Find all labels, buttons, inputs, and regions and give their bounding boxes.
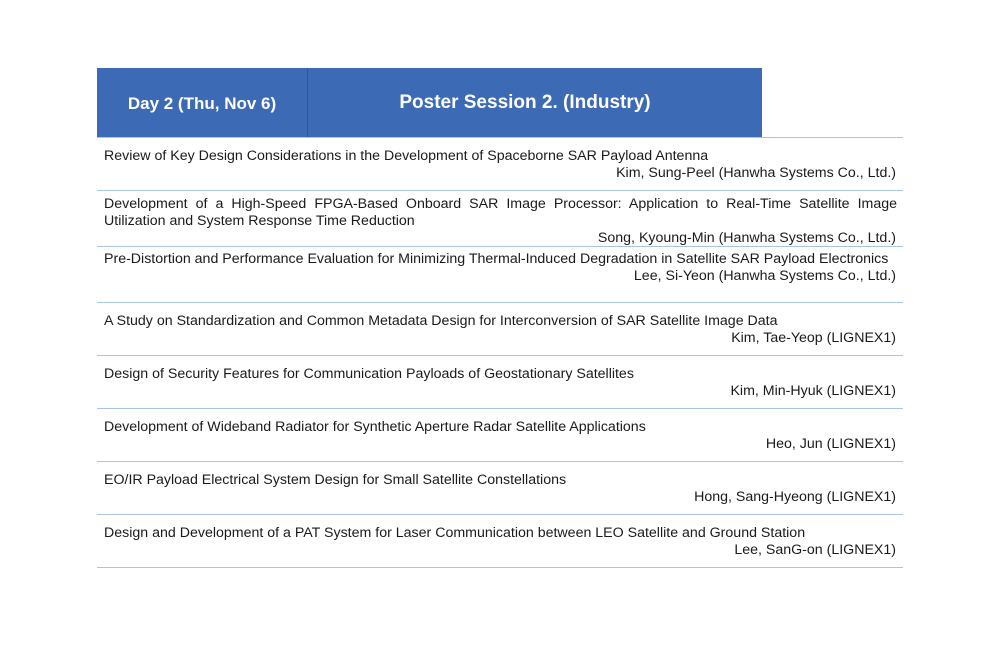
session-title: Poster Session 2. (Industry) [399,91,651,113]
paper-title: Development of a High-Speed FPGA-Based Onboard SAR Image Processor: Application to Real-Time Satellite Image Utilization and System Response Time Reduction [104,196,897,229]
paper-row [97,356,903,409]
paper-title: A Study on Standardization and Common Metadata Design for Interconversion of SAR Satellite Image Data [104,313,778,329]
paper-author: Kim, Min-Hyuk (LIGNEX1) [730,383,896,399]
paper-row [97,409,903,462]
session-day: Day 2 (Thu, Nov 6) [97,68,308,137]
paper-row [97,303,903,356]
paper-row [97,191,903,247]
paper-author: Heo, Jun (LIGNEX1) [765,436,896,452]
paper-author: Kim, Tae-Yeop (LIGNEX1) [731,330,896,346]
paper-author: Lee, SanG-on (LIGNEX1) [734,542,896,558]
paper-title: Pre-Distortion and Performance Evaluation for Minimizing Thermal-Induced Degradation in Satellite SAR Payload Electronics [104,251,889,267]
paper-author: Kim, Sung-Peel (Hanwha Systems Co., Ltd.) [616,165,896,181]
paper-list [97,138,903,568]
paper-title: Design and Development of a PAT System for Laser Communication between LEO Satellite and Ground Station [104,525,806,541]
paper-title: Development of Wideband Radiator for Synthetic Aperture Radar Satellite Applications [104,419,646,435]
paper-row [97,138,903,191]
paper-author: Lee, Si-Yeon (Hanwha Systems Co., Ltd.) [633,268,896,284]
session-header [97,68,762,137]
paper-title: Review of Key Design Considerations in the Development of Spaceborne SAR Payload Antenna [104,148,709,164]
paper-row [97,462,903,515]
paper-row [97,515,903,568]
paper-title: EO/IR Payload Electrical System Design for Small Satellite Constellations [104,472,567,488]
paper-row [97,247,903,303]
paper-author: Song, Kyoung-Min (Hanwha Systems Co., Ltd.) [597,230,896,246]
paper-author: Hong, Sang-Hyeong (LIGNEX1) [694,489,896,505]
paper-title: Design of Security Features for Communication Payloads of Geostationary Satellites [104,366,634,382]
